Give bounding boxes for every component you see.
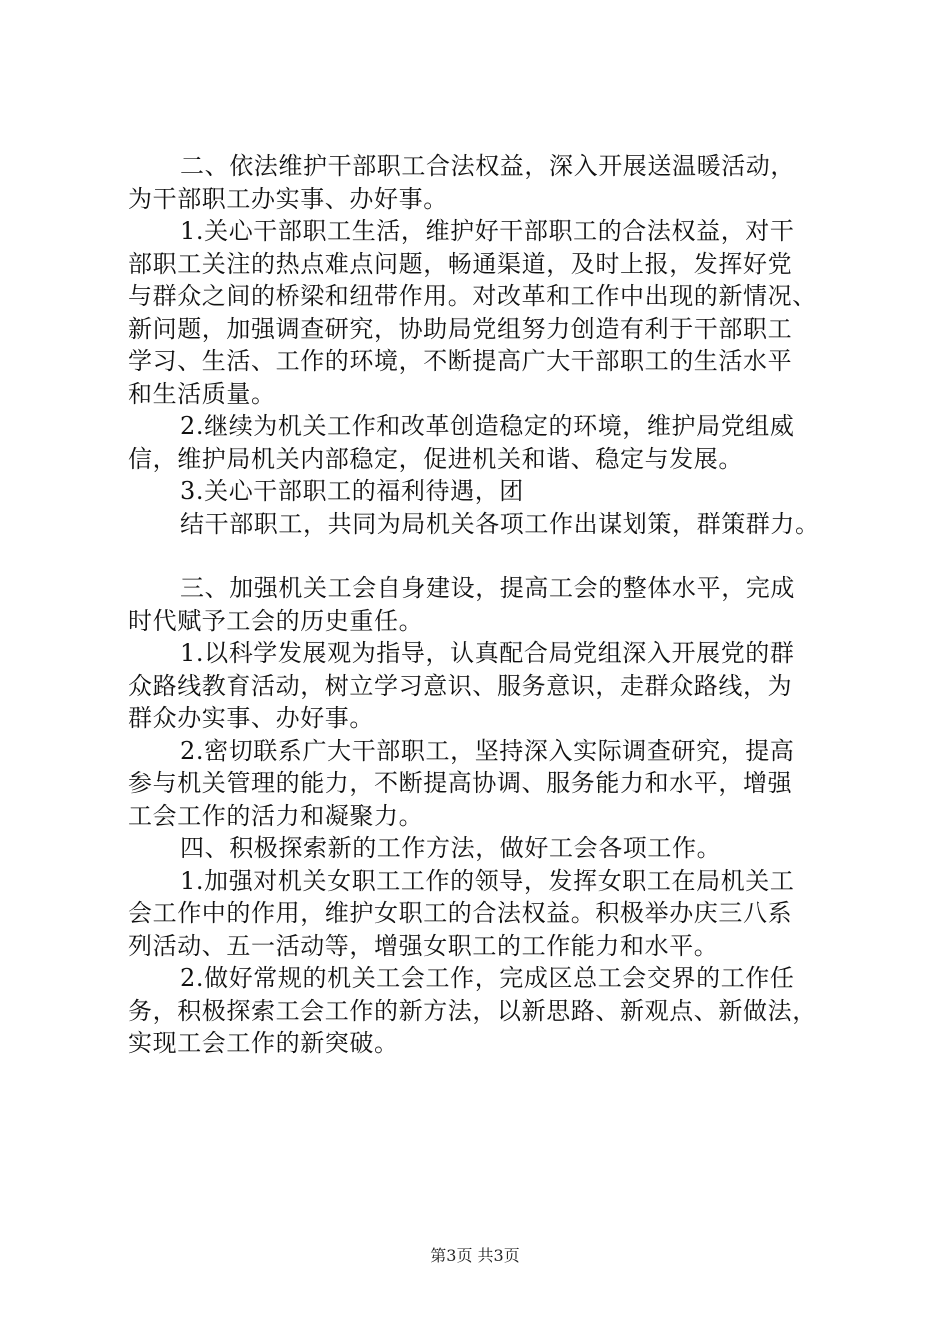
paragraph-line: 和生活质量。 (128, 379, 276, 408)
paragraph-line: 2.做好常规的机关工会工作，完成区总工会交界的工作任 (180, 964, 795, 992)
paragraph-line: 3.关心干部职工的福利待遇，团 (180, 477, 524, 505)
paragraph-line: 务，积极探索工会工作的新方法，以新思路、新观点、新做法， (128, 996, 817, 1025)
section-heading-2-line-1: 二、依法维护干部职工合法权益，深入开展送温暖活动， (180, 152, 795, 180)
paragraph-line: 1.加强对机关女职工工作的领导，发挥女职工在局机关工 (180, 866, 795, 895)
paragraph-line: 学习、生活、工作的环境，不断提高广大干部职工的生活水平 (128, 347, 793, 375)
paragraph-line: 2.继续为机关工作和改革创造稳定的环境，维护局党组威 (180, 412, 795, 440)
document-body (128, 150, 848, 1060)
paragraph-line: 2.密切联系广大干部职工，坚持深入实际调查研究，提高 (180, 736, 795, 765)
section-heading-2-line-2: 为干部职工办实事、办好事。 (128, 184, 448, 213)
section-heading-3-line-1: 三、加强机关工会自身建设，提高工会的整体水平，完成 (180, 574, 795, 602)
paragraph-line: 1.关心干部职工生活，维护好干部职工的合法权益，对干 (180, 217, 795, 245)
section-heading-3-line-2: 时代赋予工会的历史重任。 (128, 606, 424, 635)
paragraph-line: 部职工关注的热点难点问题，畅通渠道，及时上报，发挥好党 (128, 249, 793, 278)
paragraph-gap (128, 540, 848, 572)
page-number-footer: 第3页 共3页 (430, 1246, 520, 1265)
paragraph-line: 实现工会工作的新突破。 (128, 1029, 399, 1057)
paragraph-line: 1.以科学发展观为指导，认真配合局党组深入开展党的群 (180, 639, 795, 667)
paragraph-line: 新问题，加强调查研究，协助局党组努力创造有利于干部职工 (128, 314, 793, 343)
paragraph-line: 结干部职工，共同为局机关各项工作出谋划策，群策群力。 (180, 509, 820, 538)
paragraph-line: 众路线教育活动，树立学习意识、服务意识，走群众路线，为 (128, 671, 793, 700)
section-heading-4: 四、积极探索新的工作方法，做好工会各项工作。 (180, 834, 722, 862)
paragraph-line: 群众办实事、办好事。 (128, 704, 374, 732)
paragraph-line: 参与机关管理的能力，不断提高协调、服务能力和水平，增强 (128, 769, 793, 797)
paragraph-line: 会工作中的作用，维护女职工的合法权益。积极举办庆三八系 (128, 899, 793, 927)
paragraph-line: 列活动、五一活动等，增强女职工的工作能力和水平。 (128, 931, 719, 960)
paragraph-line: 与群众之间的桥梁和纽带作用。对改革和工作中出现的新情况、 (128, 282, 817, 310)
paragraph-line: 工会工作的活力和凝聚力。 (128, 801, 424, 830)
paragraph-line: 信，维护局机关内部稳定，促进机关和谐、稳定与发展。 (128, 444, 743, 473)
